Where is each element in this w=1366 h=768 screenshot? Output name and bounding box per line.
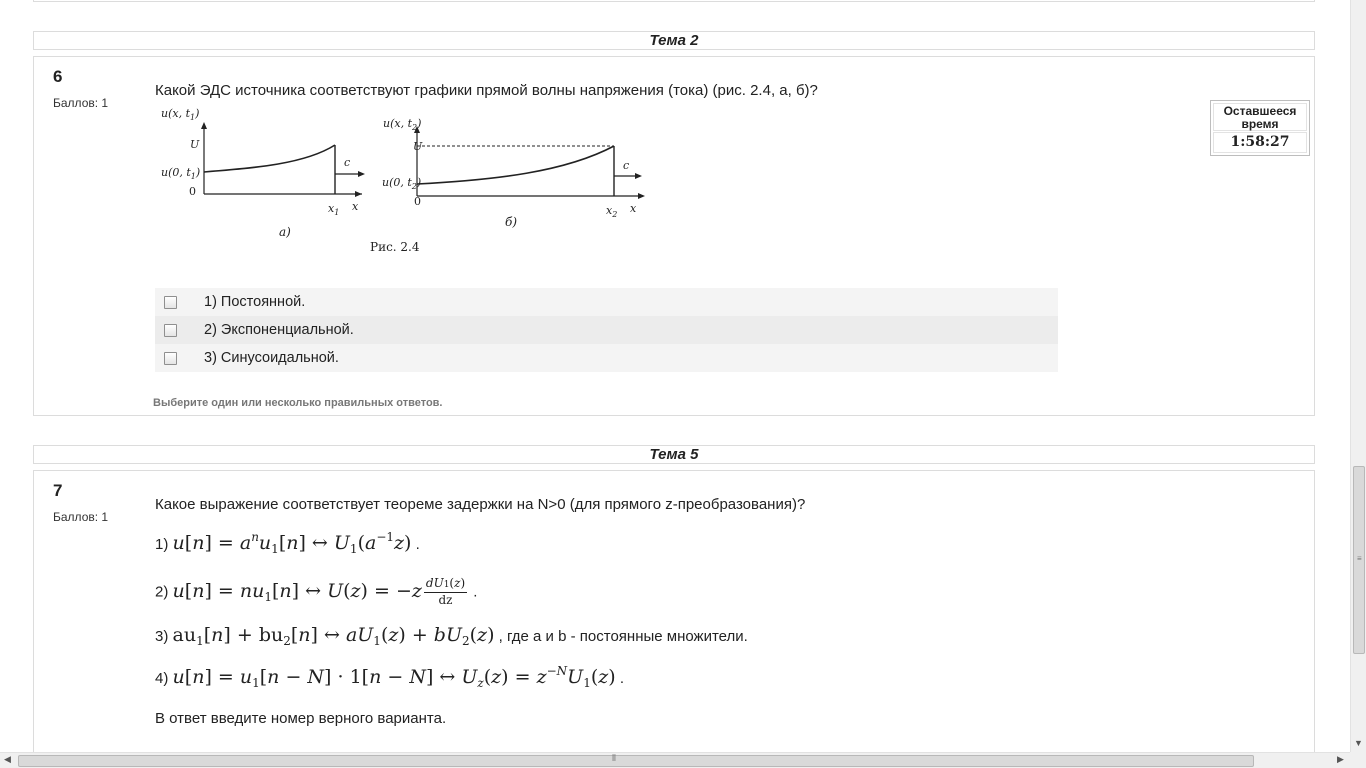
grip-icon: ≡ bbox=[1357, 554, 1362, 563]
y-axis-label-end: ) bbox=[417, 117, 422, 130]
scrollbar-corner bbox=[1350, 752, 1366, 768]
scroll-right-arrow-icon[interactable]: ▶ bbox=[1337, 754, 1344, 764]
panel-label: б) bbox=[505, 215, 518, 229]
x-mark-sub: 2 bbox=[612, 210, 618, 219]
formula-option-3 bbox=[155, 624, 748, 648]
y-axis-label-end: ) bbox=[195, 107, 200, 120]
u0-label: u(0, t bbox=[161, 166, 191, 179]
svg-text:u(x, t2) bbox=[383, 117, 421, 132]
question-number: 6 bbox=[53, 67, 63, 86]
topic-header: Тема 5 bbox=[33, 445, 1315, 464]
answer-checkbox[interactable] bbox=[164, 324, 177, 337]
panel-label: а) bbox=[279, 225, 291, 239]
u0-label-end: ) bbox=[195, 166, 201, 179]
option-tail: , где a и b - постоянные множители. bbox=[498, 628, 748, 645]
grip-icon: ⦀ bbox=[612, 753, 616, 763]
option-prefix: 3) bbox=[155, 628, 169, 645]
u-level-label: U bbox=[190, 138, 200, 151]
answer-label[interactable]: 3) Синусоидальной. bbox=[204, 350, 339, 366]
y-axis-label-sub: 2 bbox=[412, 123, 418, 132]
answer-option[interactable] bbox=[155, 316, 1058, 344]
y-axis-label: u(x, t bbox=[161, 107, 190, 120]
answer-option[interactable] bbox=[155, 288, 1058, 316]
option-prefix: 4) bbox=[155, 670, 169, 687]
answer-option[interactable] bbox=[155, 344, 1058, 372]
scroll-left-arrow-icon[interactable]: ◀ bbox=[4, 754, 11, 764]
option-prefix: 2) bbox=[155, 583, 169, 601]
formula-option-2 bbox=[155, 576, 477, 607]
y-axis-label: u(x, t bbox=[383, 117, 412, 130]
u0-label: u(0, t bbox=[382, 176, 412, 189]
question-grade: Баллов: 1 bbox=[53, 510, 109, 524]
zero-label: 0 bbox=[414, 195, 421, 208]
previous-question-box bbox=[33, 0, 1315, 2]
u-level-label: U bbox=[413, 140, 423, 153]
svg-text:x2 bbox=[606, 204, 617, 219]
question-number: 7 bbox=[53, 481, 63, 500]
option-tail: . bbox=[473, 583, 478, 601]
vertical-scroll-thumb[interactable] bbox=[1353, 466, 1365, 654]
svg-text:x1 bbox=[328, 202, 339, 217]
topic-header: Тема 2 bbox=[33, 31, 1315, 50]
x-mark-label: x bbox=[606, 204, 613, 217]
answer-label[interactable]: 2) Экспоненциальной. bbox=[204, 322, 354, 338]
u0-label-sub: 2 bbox=[411, 182, 417, 191]
question-grade: Баллов: 1 bbox=[53, 96, 109, 110]
svg-text:u(0, t1) bbox=[161, 166, 200, 181]
y-axis-label-sub: 1 bbox=[190, 113, 196, 122]
u0-label-end: ) bbox=[416, 176, 422, 189]
timer-value: 1:58:27 bbox=[1213, 132, 1307, 153]
formula-option-1 bbox=[155, 530, 420, 556]
formula: $u[n] = a^nu_1[n]$ ↔ $U_1(a^{-1}z)$ bbox=[172, 530, 412, 556]
scroll-down-arrow-icon[interactable]: ▼ bbox=[1354, 738, 1363, 748]
option-prefix: 1) bbox=[155, 536, 169, 553]
answer-checkbox[interactable] bbox=[164, 352, 177, 365]
vertical-scrollbar[interactable] bbox=[1350, 0, 1366, 752]
answer-list bbox=[155, 288, 1058, 372]
svg-text:u(0, t2) bbox=[382, 176, 421, 191]
figure-panel-a bbox=[161, 107, 365, 239]
figure-2-4 bbox=[155, 104, 655, 259]
svg-text:u(x, t1) bbox=[161, 107, 199, 122]
formula: $au_1[n] + bu_2[n]$ ↔ $aU_1(z) + bU_2(z)$ bbox=[172, 624, 495, 648]
x-axis-label: x bbox=[352, 200, 359, 213]
horizontal-scrollbar[interactable] bbox=[0, 752, 1350, 768]
horizontal-scroll-thumb[interactable] bbox=[18, 755, 1254, 767]
option-tail: . bbox=[619, 670, 625, 687]
answer-instruction: В ответ введите номер верного варианта. bbox=[155, 710, 447, 727]
answer-checkbox[interactable] bbox=[164, 296, 177, 309]
question-text: Какой ЭДС источника соответствуют графики прямой волны напряжения (тока) (рис. 2.4, а, б)? bbox=[155, 82, 818, 99]
velocity-label: c bbox=[623, 159, 630, 172]
formula-option-4 bbox=[155, 664, 624, 690]
answer-label[interactable]: 1) Постоянной. bbox=[204, 294, 306, 310]
formula: $u[n] = u_1[n - N] \cdot 1[n - N]$ ↔ $U_z(z) = z^{-N}U_1(z)$ bbox=[172, 664, 616, 690]
zero-label: 0 bbox=[189, 185, 196, 198]
timer-title: Оставшееся время bbox=[1213, 103, 1307, 131]
option-tail: . bbox=[415, 536, 420, 553]
figure-panel-b bbox=[382, 117, 645, 229]
figure-caption: Рис. 2.4 bbox=[370, 240, 420, 254]
x-mark-label: x bbox=[328, 202, 335, 215]
formula: $u[n] = nu_1[n]$ ↔ U(z) = −z $\frac{dU1(z)}{dz}$ bbox=[172, 576, 466, 607]
u0-label-sub: 1 bbox=[190, 172, 196, 181]
remaining-time-box bbox=[1210, 100, 1310, 156]
question-text: Какое выражение соответствует теореме задержки на N>0 (для прямого z-преобразования)? bbox=[155, 496, 806, 513]
answer-hint: Выберите один или несколько правильных ответов. bbox=[153, 397, 443, 409]
velocity-label: c bbox=[344, 156, 351, 169]
x-mark-sub: 1 bbox=[334, 208, 340, 217]
x-axis-label: x bbox=[630, 202, 637, 215]
